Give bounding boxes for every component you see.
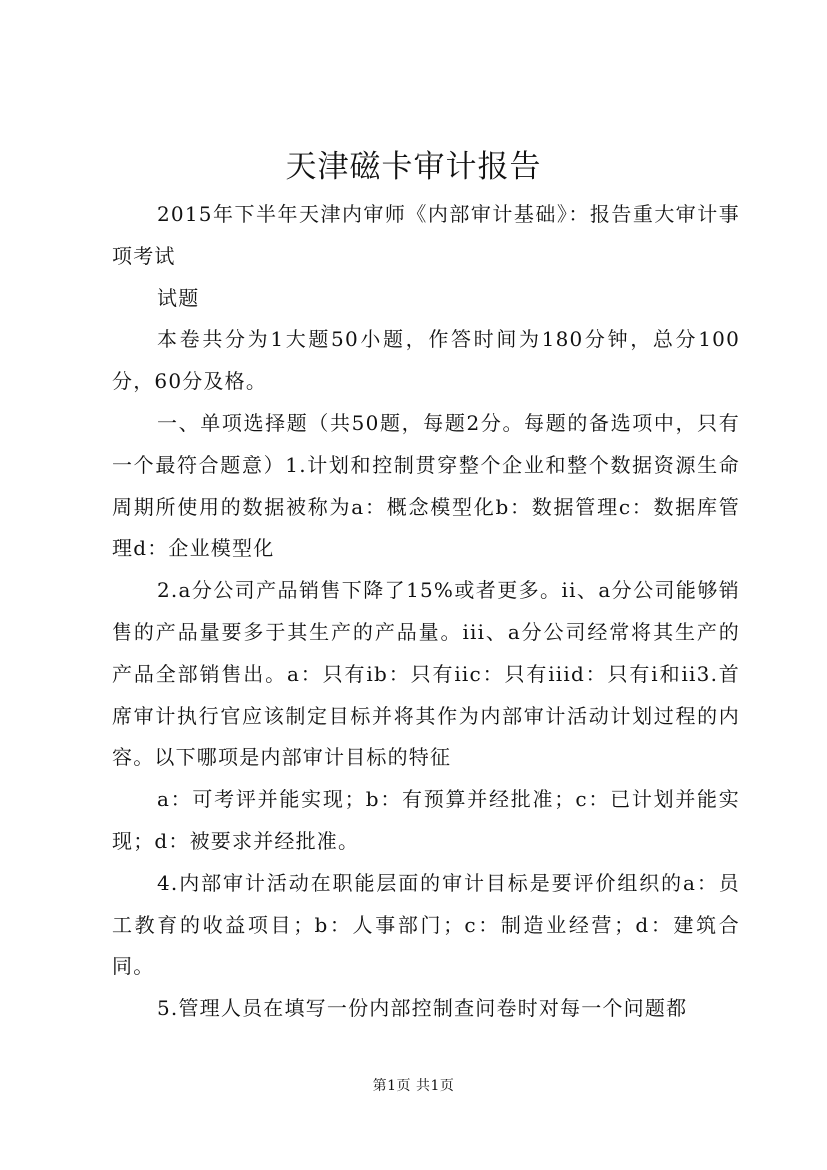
paragraph-question-2-3: 2.a分公司产品销售下降了15%或者更多。ii、a分公司能够销售的产品量要多于其生产的产品量。iii、a分公司经常将其生产的产品全部销售出。a：只有ib：只有iic：只有iiid：只有i和ii3.首席审计执行官应该制定目标并将其作为内部审计活动计划过程的内容。以下哪项是内部审计目标的特征 bbox=[112, 578, 740, 770]
paragraph-question-1: 一、单项选择题（共50题，每题2分。每题的备选项中，只有一个最符合题意）1.计划和控制贯穿整个企业和整个数据资源生命周期所使用的数据被称为a：概念模型化b：数据管理c：数据库管理d：企业模型化 bbox=[112, 410, 740, 561]
paragraph-exam-title: 2015年下半年天津内审师《内部审计基础》：报告重大审计事项考试 bbox=[112, 202, 740, 268]
paragraph-question-3-options: a：可考评并能实现；b：有预算并经批准；c：已计划并能实现；d：被要求并经批准。 bbox=[112, 787, 740, 853]
paragraph-question-4: 4.内部审计活动在职能层面的审计目标是要评价组织的a：员工教育的收益项目；b：人事部门；c：制造业经营；d：建筑合同。 bbox=[112, 870, 740, 979]
paragraph-question-5: 5.管理人员在填写一份内部控制查问卷时对每一个问题都 bbox=[157, 996, 688, 1021]
document-title: 天津磁卡审计报告 bbox=[285, 149, 542, 185]
page-footer: 第1页 共1页 bbox=[372, 1078, 455, 1094]
paragraph-section-label: 试题 bbox=[157, 285, 200, 310]
paragraph-exam-info: 本卷共分为1大题50小题，作答时间为180分钟，总分100分，60分及格。 bbox=[112, 327, 740, 394]
document-body bbox=[112, 194, 740, 1030]
